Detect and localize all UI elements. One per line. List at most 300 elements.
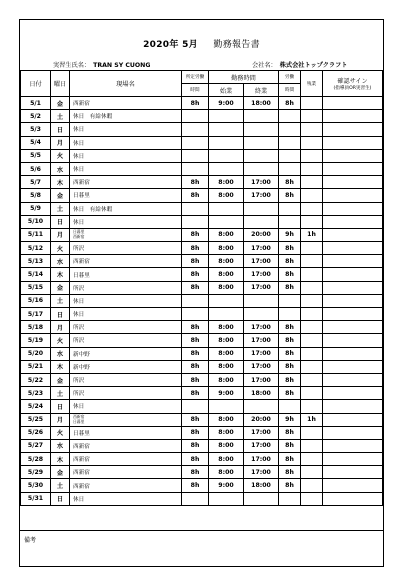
cell-overtime: [301, 321, 323, 334]
cell-site: 所沢: [70, 242, 182, 255]
cell-hours: [279, 136, 301, 149]
cell-hours: 8h: [279, 347, 301, 360]
col-labor: 労働: [279, 71, 301, 84]
cell-end: 17:00: [244, 439, 279, 452]
cell-site: 西新宿: [70, 255, 182, 268]
cell-end: [244, 202, 279, 215]
cell-dow: 日: [51, 123, 70, 136]
cell-hours: [279, 215, 301, 228]
cell-start: 8:00: [209, 347, 244, 360]
report-month: 2020年 5月: [143, 40, 198, 50]
cell-start: 8:00: [209, 453, 244, 466]
cell-overtime: [301, 360, 323, 373]
table-row: [21, 400, 383, 413]
cell-site: 所沢: [70, 387, 182, 400]
cell-scheduled: [182, 400, 209, 413]
cell-dow: 土: [51, 479, 70, 492]
cell-overtime: [301, 123, 323, 136]
trainee-label: 実習生氏名：: [53, 62, 91, 69]
col-scheduled-unit: 時間: [182, 84, 209, 97]
cell-date: 5/27: [21, 439, 51, 452]
cell-dow: 金: [51, 189, 70, 202]
cell-site: 西新宿 日暮里: [70, 413, 182, 426]
cell-scheduled: 8h: [182, 176, 209, 189]
table-row: [21, 373, 383, 386]
cell-scheduled: 8h: [182, 97, 209, 110]
attendance-table: [20, 70, 383, 506]
cell-end: [244, 492, 279, 505]
table-row: [21, 255, 383, 268]
cell-overtime: [301, 466, 323, 479]
cell-dow: 火: [51, 426, 70, 439]
cell-sign: [323, 413, 383, 426]
cell-start: 8:00: [209, 426, 244, 439]
cell-date: 5/12: [21, 242, 51, 255]
cell-overtime: [301, 202, 323, 215]
cell-scheduled: 8h: [182, 439, 209, 452]
cell-sign: [323, 202, 383, 215]
cell-end: 18:00: [244, 97, 279, 110]
cell-date: 5/30: [21, 479, 51, 492]
cell-overtime: [301, 97, 323, 110]
cell-hours: [279, 162, 301, 175]
cell-start: 8:00: [209, 242, 244, 255]
cell-date: 5/13: [21, 255, 51, 268]
cell-start: [209, 308, 244, 321]
cell-start: 8:00: [209, 176, 244, 189]
cell-start: 8:00: [209, 360, 244, 373]
cell-end: [244, 308, 279, 321]
cell-scheduled: 8h: [182, 321, 209, 334]
cell-hours: 8h: [279, 453, 301, 466]
col-overtime: 残業: [301, 71, 323, 97]
cell-overtime: [301, 479, 323, 492]
cell-site: 休日: [70, 492, 182, 505]
cell-overtime: [301, 136, 323, 149]
cell-hours: [279, 149, 301, 162]
cell-end: 17:00: [244, 268, 279, 281]
cell-hours: [279, 123, 301, 136]
table-row: [21, 149, 383, 162]
cell-site: 日暮里 西新宿: [70, 228, 182, 241]
cell-site: 西新宿: [70, 479, 182, 492]
cell-start: 8:00: [209, 268, 244, 281]
cell-end: [244, 136, 279, 149]
cell-dow: 火: [51, 334, 70, 347]
cell-overtime: [301, 439, 323, 452]
cell-overtime: [301, 453, 323, 466]
table-row: [21, 281, 383, 294]
cell-overtime: [301, 308, 323, 321]
cell-start: 8:00: [209, 373, 244, 386]
cell-site: 所沢: [70, 334, 182, 347]
cell-scheduled: 8h: [182, 453, 209, 466]
cell-overtime: [301, 426, 323, 439]
cell-hours: 8h: [279, 242, 301, 255]
cell-sign: [323, 387, 383, 400]
cell-hours: 8h: [279, 189, 301, 202]
table-row: [21, 123, 383, 136]
cell-date: 5/3: [21, 123, 51, 136]
cell-end: [244, 149, 279, 162]
work-report-sheet: [19, 19, 384, 567]
cell-scheduled: 8h: [182, 347, 209, 360]
cell-hours: 8h: [279, 176, 301, 189]
cell-dow: 木: [51, 176, 70, 189]
cell-sign: [323, 400, 383, 413]
cell-date: 5/28: [21, 453, 51, 466]
table-row: [21, 347, 383, 360]
cell-date: 5/24: [21, 400, 51, 413]
cell-start: 9:00: [209, 479, 244, 492]
cell-overtime: [301, 189, 323, 202]
cell-overtime: [301, 373, 323, 386]
cell-site: 休日: [70, 215, 182, 228]
cell-date: 5/17: [21, 308, 51, 321]
cell-sign: [323, 255, 383, 268]
cell-scheduled: [182, 202, 209, 215]
cell-site: 休日: [70, 308, 182, 321]
cell-sign: [323, 453, 383, 466]
notes-label: 備考: [24, 537, 37, 544]
cell-scheduled: 8h: [182, 360, 209, 373]
cell-hours: 8h: [279, 373, 301, 386]
cell-sign: [323, 110, 383, 123]
table-row: [21, 110, 383, 123]
table-row: [21, 413, 383, 426]
cell-date: 5/9: [21, 202, 51, 215]
cell-end: [244, 294, 279, 307]
cell-date: 5/14: [21, 268, 51, 281]
cell-date: 5/8: [21, 189, 51, 202]
cell-sign: [323, 321, 383, 334]
cell-sign: [323, 360, 383, 373]
cell-hours: 8h: [279, 387, 301, 400]
cell-overtime: [301, 400, 323, 413]
cell-dow: 月: [51, 136, 70, 149]
cell-end: 17:00: [244, 255, 279, 268]
cell-date: 5/18: [21, 321, 51, 334]
cell-date: 5/21: [21, 360, 51, 373]
cell-hours: 8h: [279, 360, 301, 373]
cell-dow: 日: [51, 400, 70, 413]
cell-site: 休日 有給休暇: [70, 110, 182, 123]
cell-start: [209, 110, 244, 123]
cell-sign: [323, 228, 383, 241]
cell-start: 9:00: [209, 387, 244, 400]
cell-end: 18:00: [244, 387, 279, 400]
cell-hours: 8h: [279, 281, 301, 294]
cell-end: 18:00: [244, 479, 279, 492]
cell-site: 西新宿: [70, 176, 182, 189]
col-scheduled: 所定労働: [182, 71, 209, 84]
table-row: [21, 321, 383, 334]
cell-sign: [323, 308, 383, 321]
cell-hours: 9h: [279, 413, 301, 426]
cell-overtime: [301, 268, 323, 281]
cell-dow: 水: [51, 162, 70, 175]
cell-dow: 月: [51, 228, 70, 241]
cell-date: 5/5: [21, 149, 51, 162]
cell-start: 8:00: [209, 334, 244, 347]
cell-date: 5/16: [21, 294, 51, 307]
table-row: [21, 176, 383, 189]
cell-scheduled: 8h: [182, 413, 209, 426]
cell-end: 17:00: [244, 189, 279, 202]
cell-hours: 8h: [279, 466, 301, 479]
col-work-time: 勤務時間: [209, 71, 279, 84]
cell-sign: [323, 215, 383, 228]
cell-hours: 8h: [279, 268, 301, 281]
cell-overtime: [301, 255, 323, 268]
cell-hours: 8h: [279, 426, 301, 439]
cell-date: 5/11: [21, 228, 51, 241]
cell-overtime: 1h: [301, 413, 323, 426]
cell-dow: 木: [51, 453, 70, 466]
cell-sign: [323, 123, 383, 136]
table-row: [21, 228, 383, 241]
cell-scheduled: 8h: [182, 479, 209, 492]
cell-sign: [323, 97, 383, 110]
table-row: [21, 360, 383, 373]
cell-date: 5/19: [21, 334, 51, 347]
cell-end: 17:00: [244, 242, 279, 255]
cell-date: 5/10: [21, 215, 51, 228]
cell-scheduled: 8h: [182, 268, 209, 281]
cell-hours: [279, 202, 301, 215]
table-row: [21, 294, 383, 307]
cell-scheduled: [182, 294, 209, 307]
cell-sign: [323, 466, 383, 479]
cell-dow: 日: [51, 308, 70, 321]
col-end: 終業: [244, 84, 279, 97]
cell-end: 17:00: [244, 426, 279, 439]
cell-sign: [323, 479, 383, 492]
cell-start: [209, 162, 244, 175]
cell-scheduled: 8h: [182, 387, 209, 400]
cell-dow: 木: [51, 268, 70, 281]
cell-dow: 月: [51, 413, 70, 426]
cell-sign: [323, 334, 383, 347]
cell-hours: 8h: [279, 97, 301, 110]
cell-date: 5/22: [21, 373, 51, 386]
cell-date: 5/25: [21, 413, 51, 426]
table-row: [21, 426, 383, 439]
cell-hours: [279, 400, 301, 413]
cell-scheduled: 8h: [182, 281, 209, 294]
cell-overtime: [301, 215, 323, 228]
cell-end: [244, 162, 279, 175]
company-name: 株式会社トップクラフト: [279, 62, 348, 69]
cell-dow: 金: [51, 97, 70, 110]
col-labor-unit: 時間: [279, 84, 301, 97]
table-row: [21, 242, 383, 255]
cell-date: 5/1: [21, 97, 51, 110]
cell-date: 5/29: [21, 466, 51, 479]
cell-dow: 土: [51, 387, 70, 400]
col-sign: [323, 71, 383, 97]
cell-sign: [323, 242, 383, 255]
report-doc-name: 勤務報告書: [213, 40, 260, 50]
cell-end: [244, 110, 279, 123]
cell-overtime: [301, 294, 323, 307]
table-row: [21, 466, 383, 479]
cell-site: 休日: [70, 294, 182, 307]
cell-start: 8:00: [209, 413, 244, 426]
cell-scheduled: [182, 162, 209, 175]
table-row: [21, 162, 383, 175]
cell-scheduled: 8h: [182, 228, 209, 241]
cell-dow: 火: [51, 149, 70, 162]
cell-site: 休日: [70, 123, 182, 136]
cell-overtime: [301, 149, 323, 162]
cell-dow: 火: [51, 242, 70, 255]
cell-dow: 土: [51, 294, 70, 307]
cell-dow: 月: [51, 321, 70, 334]
cell-dow: 土: [51, 202, 70, 215]
trainee-name: TRAN SY CUONG: [93, 62, 151, 69]
cell-site: 新中野: [70, 347, 182, 360]
cell-start: 8:00: [209, 189, 244, 202]
col-dow: 曜日: [51, 71, 70, 97]
cell-end: 17:00: [244, 347, 279, 360]
notes-divider: [20, 530, 383, 531]
cell-end: 17:00: [244, 453, 279, 466]
table-row: [21, 334, 383, 347]
cell-start: [209, 123, 244, 136]
cell-scheduled: 8h: [182, 255, 209, 268]
table-row: [21, 308, 383, 321]
cell-sign: [323, 373, 383, 386]
cell-scheduled: 8h: [182, 334, 209, 347]
cell-sign: [323, 294, 383, 307]
table-header-row-1: [21, 71, 383, 84]
cell-start: 8:00: [209, 228, 244, 241]
cell-sign: [323, 347, 383, 360]
cell-site: 西新宿: [70, 439, 182, 452]
cell-dow: 土: [51, 110, 70, 123]
cell-site: 休日: [70, 136, 182, 149]
cell-dow: 日: [51, 492, 70, 505]
col-sign-title: 確認サイン: [337, 78, 368, 85]
col-site: 現場名: [70, 71, 182, 97]
cell-start: 8:00: [209, 439, 244, 452]
cell-hours: 8h: [279, 321, 301, 334]
cell-scheduled: 8h: [182, 466, 209, 479]
cell-site: 所沢: [70, 373, 182, 386]
company-label: 会社名：: [252, 62, 277, 69]
cell-hours: 8h: [279, 334, 301, 347]
cell-dow: 木: [51, 360, 70, 373]
cell-hours: [279, 308, 301, 321]
table-row: [21, 136, 383, 149]
cell-end: 17:00: [244, 360, 279, 373]
cell-overtime: [301, 334, 323, 347]
table-row: [21, 479, 383, 492]
cell-overtime: [301, 347, 323, 360]
cell-sign: [323, 426, 383, 439]
cell-overtime: [301, 492, 323, 505]
cell-start: 8:00: [209, 321, 244, 334]
cell-site: 休日: [70, 400, 182, 413]
cell-overtime: [301, 281, 323, 294]
cell-sign: [323, 439, 383, 452]
cell-hours: 9h: [279, 228, 301, 241]
trainee-info: [53, 60, 150, 69]
cell-site: 日暮里: [70, 189, 182, 202]
cell-end: 17:00: [244, 321, 279, 334]
cell-start: 8:00: [209, 255, 244, 268]
cell-date: 5/26: [21, 426, 51, 439]
cell-sign: [323, 189, 383, 202]
cell-date: 5/15: [21, 281, 51, 294]
cell-site: 所沢: [70, 321, 182, 334]
table-row: [21, 439, 383, 452]
cell-sign: [323, 268, 383, 281]
cell-site: 新中野: [70, 360, 182, 373]
cell-scheduled: [182, 492, 209, 505]
cell-end: 20:00: [244, 413, 279, 426]
cell-start: [209, 492, 244, 505]
cell-dow: 金: [51, 281, 70, 294]
cell-site: 西新宿: [70, 466, 182, 479]
cell-site: 休日: [70, 162, 182, 175]
cell-hours: 8h: [279, 255, 301, 268]
cell-overtime: [301, 110, 323, 123]
cell-overtime: [301, 387, 323, 400]
cell-hours: [279, 492, 301, 505]
cell-start: [209, 149, 244, 162]
cell-date: 5/20: [21, 347, 51, 360]
cell-start: 9:00: [209, 97, 244, 110]
cell-start: 8:00: [209, 466, 244, 479]
cell-scheduled: [182, 149, 209, 162]
cell-date: 5/31: [21, 492, 51, 505]
cell-start: [209, 136, 244, 149]
report-title: [20, 37, 383, 50]
cell-end: 17:00: [244, 176, 279, 189]
cell-sign: [323, 162, 383, 175]
cell-date: 5/2: [21, 110, 51, 123]
cell-date: 5/7: [21, 176, 51, 189]
cell-scheduled: 8h: [182, 426, 209, 439]
cell-end: 17:00: [244, 281, 279, 294]
cell-hours: [279, 294, 301, 307]
cell-scheduled: [182, 215, 209, 228]
cell-end: 17:00: [244, 373, 279, 386]
cell-start: [209, 294, 244, 307]
col-date: 日付: [21, 71, 51, 97]
table-row: [21, 268, 383, 281]
cell-end: [244, 215, 279, 228]
cell-scheduled: 8h: [182, 373, 209, 386]
cell-date: 5/6: [21, 162, 51, 175]
cell-sign: [323, 149, 383, 162]
cell-dow: 水: [51, 255, 70, 268]
cell-site: 日暮里: [70, 268, 182, 281]
cell-start: 8:00: [209, 281, 244, 294]
cell-site: 所沢: [70, 281, 182, 294]
table-row: [21, 202, 383, 215]
cell-start: [209, 202, 244, 215]
cell-sign: [323, 136, 383, 149]
cell-end: 17:00: [244, 466, 279, 479]
col-sign-sub: (指導員OR実習生): [333, 86, 372, 91]
cell-overtime: [301, 162, 323, 175]
cell-sign: [323, 492, 383, 505]
cell-start: [209, 215, 244, 228]
cell-end: 17:00: [244, 334, 279, 347]
